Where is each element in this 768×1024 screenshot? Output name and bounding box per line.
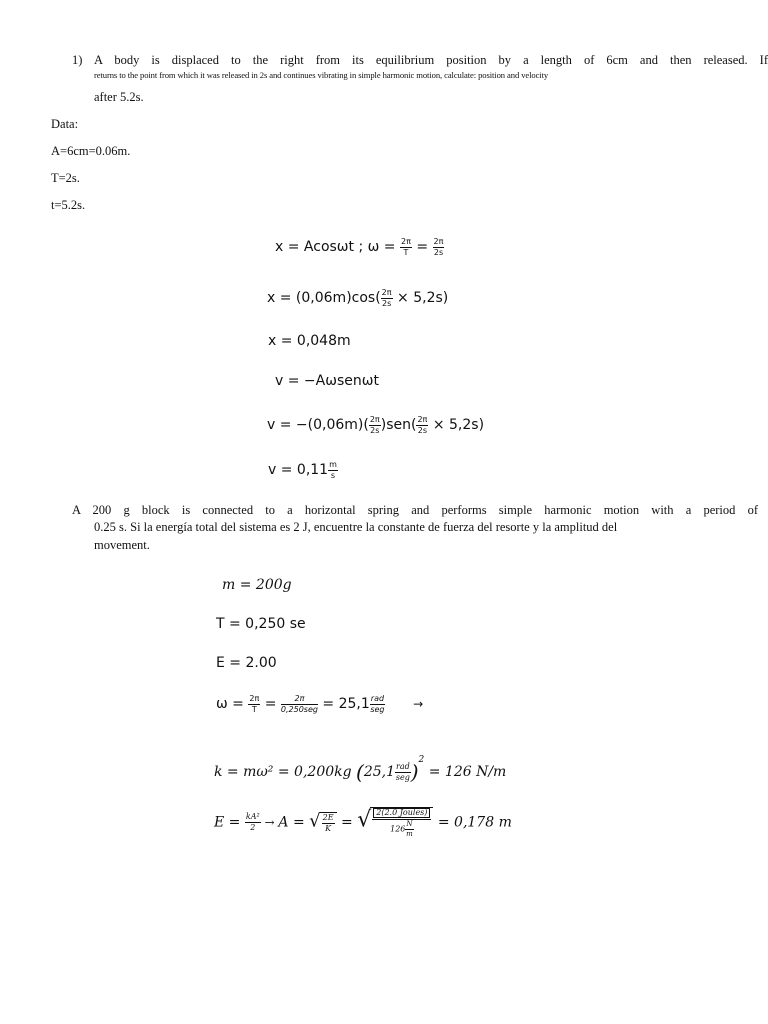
eq-energy: E = 2.00 [216,655,277,671]
eq-position-substitution: x = (0,06m)cos( $\frac{2\pi}{2s}$ × 5,2s) [267,287,449,308]
eq-amplitude: E = $\frac{\text{kA²}}{2}$ → A = √ $\frac{2E}{K}$ = √ 2(2.0 Joules) 126 $\frac{N}{m}$ = 0,178 m [214,807,512,838]
problem1-statement-line2: returns to the point from which it was released in 2s and continues vibrating in simple harmonic motion, calculate: position and velocity [94,70,549,80]
problem2-statement-line3: movement. [94,538,150,552]
data-period: T=2s. [51,171,80,185]
data-label: Data: [51,117,79,131]
eq-spring-constant: k = mω² = 0,200kg (25,1 $\frac{\text{rad}}{\text{seg}}$ )$^2$ = 126 N/m [214,755,507,784]
data-time: t=5.2s. [51,198,86,212]
eq-position-formula: x = Acosωt ; ω = $\frac{2\pi}{T}$ = $\frac{2\pi}{2s}$ [275,236,444,257]
eq-velocity-substitution: v = −(0,06m)( $\frac{2\pi}{2s}$ )sen( $\frac{2\pi}{2s}$ × 5,2s) [267,414,485,435]
problem2-statement-line1: A 200 g block is connected to a horizontal spring and performs simple harmonic motion with a period of [72,503,758,517]
eq-position-result: x = 0,048m [268,333,351,349]
problem2-statement-line2: 0.25 s. Si la energía total del sistema es 2 J, encuentre la constante de fuerza del resorte y la amplitud del [94,520,618,534]
eq-velocity-result: v = 0,11 $\frac{m}{s}$ [268,459,337,480]
eq-velocity-formula: v = −Aωsenωt [275,373,379,389]
eq-period: T = 0,250 se [216,616,306,632]
problem1-statement-line1: A body is displaced to the right from its equilibrium position by a length of 6cm and then released. If [94,53,768,67]
problem1-statement-line3: after 5.2s. [94,90,144,104]
eq-mass: m = 200g [222,577,292,593]
data-amplitude: A=6cm=0.06m. [51,144,131,158]
eq-angular-frequency: ω = $\frac{2\pi}{T}$ = $\frac{2\pi}{\text{0,250seg}}$ = 25,1 $\frac{\text{rad}}{\text{seg}}$ → [216,693,424,714]
problem1-number: 1) [72,53,83,67]
